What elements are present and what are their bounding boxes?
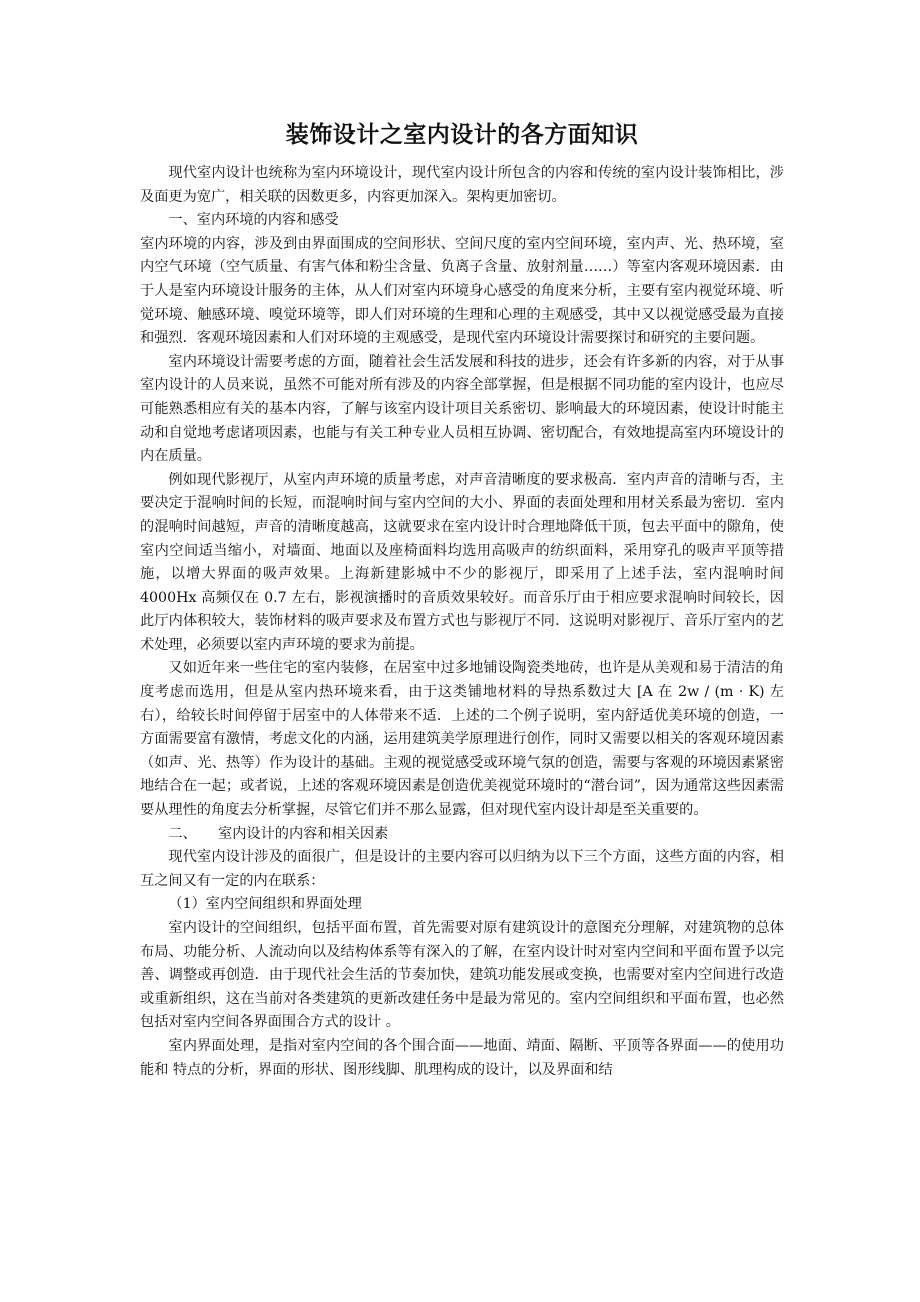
paragraph-space-organization: 室内设计的空间组织，包括平面布置，首先需要对原有建筑设计的意图充分理解，对建筑物的总体布局、功能分析、人流动向以及结构体系等有深入的了解，在室内设计时对室内空间和平面布置予以完善、调整或再创造．由于现代社会生活的节奏加快，建筑功能发展或变换，也需要对室内空间进行改造或重新组织，这在当前对各类建筑的更新改建任务中是最为常见的。室内空间组织和平面布置，也必然包括对室内空间各界面围合方式的设计 。 xyxy=(140,920,784,1031)
section-heading-2: 二、 室内设计的内容和相关因素 xyxy=(168,825,389,842)
paragraph-residential-example: 又如近年来一些住宅的室内装修，在居室中过多地铺设陶瓷类地砖，也许是从美观和易于清洁的角度考虑而选用，但是从室内热环境来看，由于这类铺地材料的导热系数过大 [A 在 2w / (m · K) 左右），给较长时间停留于居室中的人体带来不适．上述的二个例子说明，室内舒适优美环境的创造，一方面需要富有激情，考虑文化的内涵，运用建筑美学原理进行创作，同时又需要以相关的客观环境因素（如声、光、热等）作为设计的基础。主观的视觉感受或环境气氛的创造，需要与客观的环境因素紧密地结合在一起；或者说，上述的客观环境因素是创造优美视觉环境时的“潜台词”，因为通常这些因素需要从理性的角度去分析掌握，尽管它们并不那么显露，但对现代室内设计却是至关重要的。 xyxy=(140,660,784,819)
paragraph-design-scope: 现代室内设计涉及的面很广，但是设计的主要内容可以归纳为以下三个方面，这些方面的内容，相互之间又有一定的内在联系： xyxy=(140,849,784,889)
section-heading-1: 一、室内环境的内容和感受 xyxy=(168,212,339,229)
subsection-heading-1: （1）室内空间组织和界面处理 xyxy=(168,896,362,913)
paragraph-environment-content: 室内环境的内容，涉及到由界面围成的空间形状、空间尺度的室内空间环境，室内声、光、热环境，室内空气环境（空气质量、有害气体和粉尘含量、负离子含量、放射剂量……）等室内客观环境因素．由于人是室内环境设计服务的主体，从人们对室内环境身心感受的角度来分析，主要有室内视觉环境、听觉环境、触感环境、嗅觉环境等，即人们对环境的生理和心理的主观感受，其中又以视觉感受最为直接和强烈．客观环境因素和人们对环境的主观感受，是现代室内环境设计需要探讨和研究的主要问题。 xyxy=(140,235,784,347)
document-page xyxy=(140,116,784,1082)
paragraph-intro: 现代室内设计也统称为室内环境设计，现代室内设计所包含的内容和传统的室内设计装饰相比，涉及面更为宽广，相关联的因数更多，内容更加深入。架构更加密切。 xyxy=(140,165,784,205)
paragraph-design-considerations: 室内环境设计需要考虑的方面，随着社会生活发展和科技的进步，还会有许多新的内容，对于从事室内设计的人员来说，虽然不可能对所有涉及的内容全部掌握，但是根据不同功能的室内设计，也应尽可能熟悉相应有关的基本内容，了解与该室内设计项目关系密切、影响最大的环境因素，使设计时能主动和自觉地考虑诸项因素，也能与有关工种专业人员相互协调、密切配合，有效地提高室内环境设计的内在质量。 xyxy=(140,353,784,465)
document-title: 装饰设计之室内设计的各方面知识 xyxy=(285,122,639,148)
paragraph-interface-treatment: 室内界面处理，是指对室内空间的各个围合面——地面、靖面、隔断、平顶等各界面——的使用功能和 特点的分析，界面的形状、图形线脚、肌理构成的设计，以及界面和结 xyxy=(140,1037,784,1078)
paragraph-cinema-example: 例如现代影视厅，从室内声环境的质量考虑，对声音清晰度的要求极高．室内声音的清晰与否，主要决定于混响时间的长短，而混响时间与室内空间的大小、界面的表面处理和用材关系最为密切．室内的混响时间越短，声音的清晰度越高，这就要求在室内设计时合理地降低干顶，包去平面中的隙角，使室内空间适当缩小，对墙面、地面以及座椅面料均选用高吸声的纺织面料，采用穿孔的吸声平顶等措施，以增大界面的吸声效果。上海新建影城中不少的影视厅，即采用了上述手法，室内混响时间 4000Hx 高频仅在 0.7 左右，影视演播时的音质效果较好。而音乐厅由于相应要求混响时间较长，因此厅内体积较大，装饰材料的吸声要求及布置方式也与影视厅不同．这说明对影视厅、音乐厅室内的艺术处理，必须要以室内声环境的要求为前提。 xyxy=(140,471,784,653)
